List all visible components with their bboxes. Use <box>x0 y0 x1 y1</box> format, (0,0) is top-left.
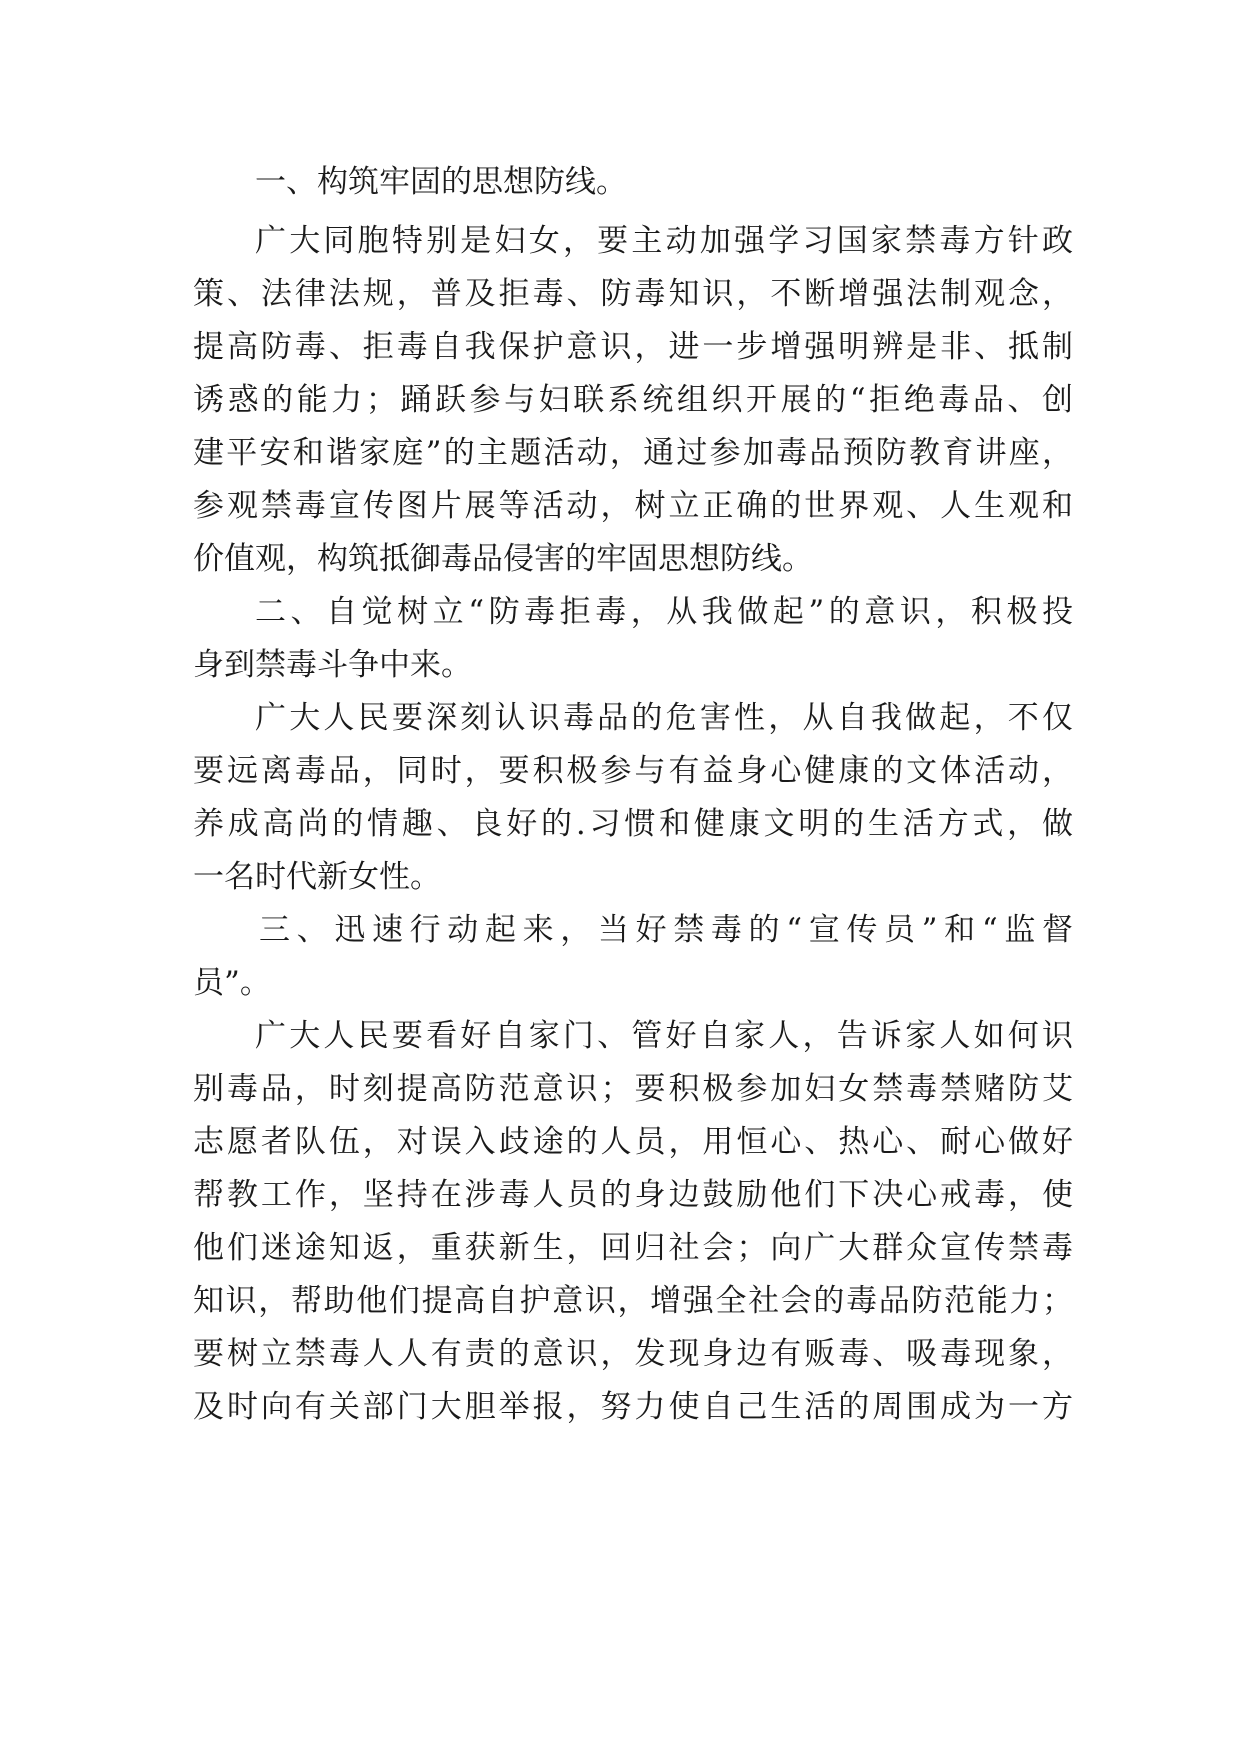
paragraph-3-line: 帮教工作，坚持在涉毒人员的身边鼓励他们下决心戒毒，使 <box>193 1177 1073 1213</box>
paragraph-3-line: 及时向有关部门大胆举报，努力使自己生活的周围成为一方 <box>193 1389 1073 1425</box>
paragraph-2-line: 要远离毒品，同时，要积极参与有益身心健康的文体活动， <box>193 753 1073 789</box>
paragraph-1-line: 广大同胞特别是妇女，要主动加强学习国家禁毒方针政 <box>255 223 1073 259</box>
paragraph-3-line: 志愿者队伍，对误入歧途的人员，用恒心、热心、耐心做好 <box>193 1124 1073 1160</box>
paragraph-1-line: 诱惑的能力；踊跃参与妇联系统组织开展的“拒绝毒品、创 <box>193 382 1073 418</box>
paragraph-2-line: 养成高尚的情趣、良好的.习惯和健康文明的生活方式，做 <box>193 806 1073 842</box>
paragraph-1-line: 参观禁毒宣传图片展等活动，树立正确的世界观、人生观和 <box>193 488 1073 524</box>
paragraph-3-line: 广大人民要看好自家门、管好自家人，告诉家人如何识 <box>255 1018 1073 1054</box>
heading-2-continued: 身到禁毒斗争中来。 <box>193 647 472 683</box>
heading-3: 三、迅速行动起来，当好禁毒的“宣传员”和“监督 <box>259 912 1073 948</box>
heading-2: 二、自觉树立“防毒拒毒，从我做起”的意识，积极投 <box>255 594 1073 630</box>
heading-3-continued: 员”。 <box>193 965 271 1001</box>
paragraph-1-line: 价值观，构筑抵御毒品侵害的牢固思想防线。 <box>193 541 813 577</box>
paragraph-3-line: 他们迷途知返，重获新生，回归社会；向广大群众宣传禁毒 <box>193 1230 1073 1266</box>
heading-1: 一、构筑牢固的思想防线。 <box>255 164 627 200</box>
paragraph-1-line: 策、法律法规，普及拒毒、防毒知识，不断增强法制观念， <box>193 276 1073 312</box>
paragraph-1-line: 提高防毒、拒毒自我保护意识，进一步增强明辨是非、抵制 <box>193 329 1073 365</box>
paragraph-2-line: 一名时代新女性。 <box>193 859 441 895</box>
paragraph-1-line: 建平安和谐家庭”的主题活动，通过参加毒品预防教育讲座， <box>193 435 1073 471</box>
paragraph-3-line: 知识，帮助他们提高自护意识，增强全社会的毒品防范能力； <box>193 1283 1073 1319</box>
paragraph-2-line: 广大人民要深刻认识毒品的危害性，从自我做起，不仅 <box>255 700 1073 736</box>
paragraph-3-line: 要树立禁毒人人有责的意识，发现身边有贩毒、吸毒现象， <box>193 1336 1073 1372</box>
paragraph-3-line: 别毒品，时刻提高防范意识；要积极参加妇女禁毒禁赌防艾 <box>193 1071 1073 1107</box>
